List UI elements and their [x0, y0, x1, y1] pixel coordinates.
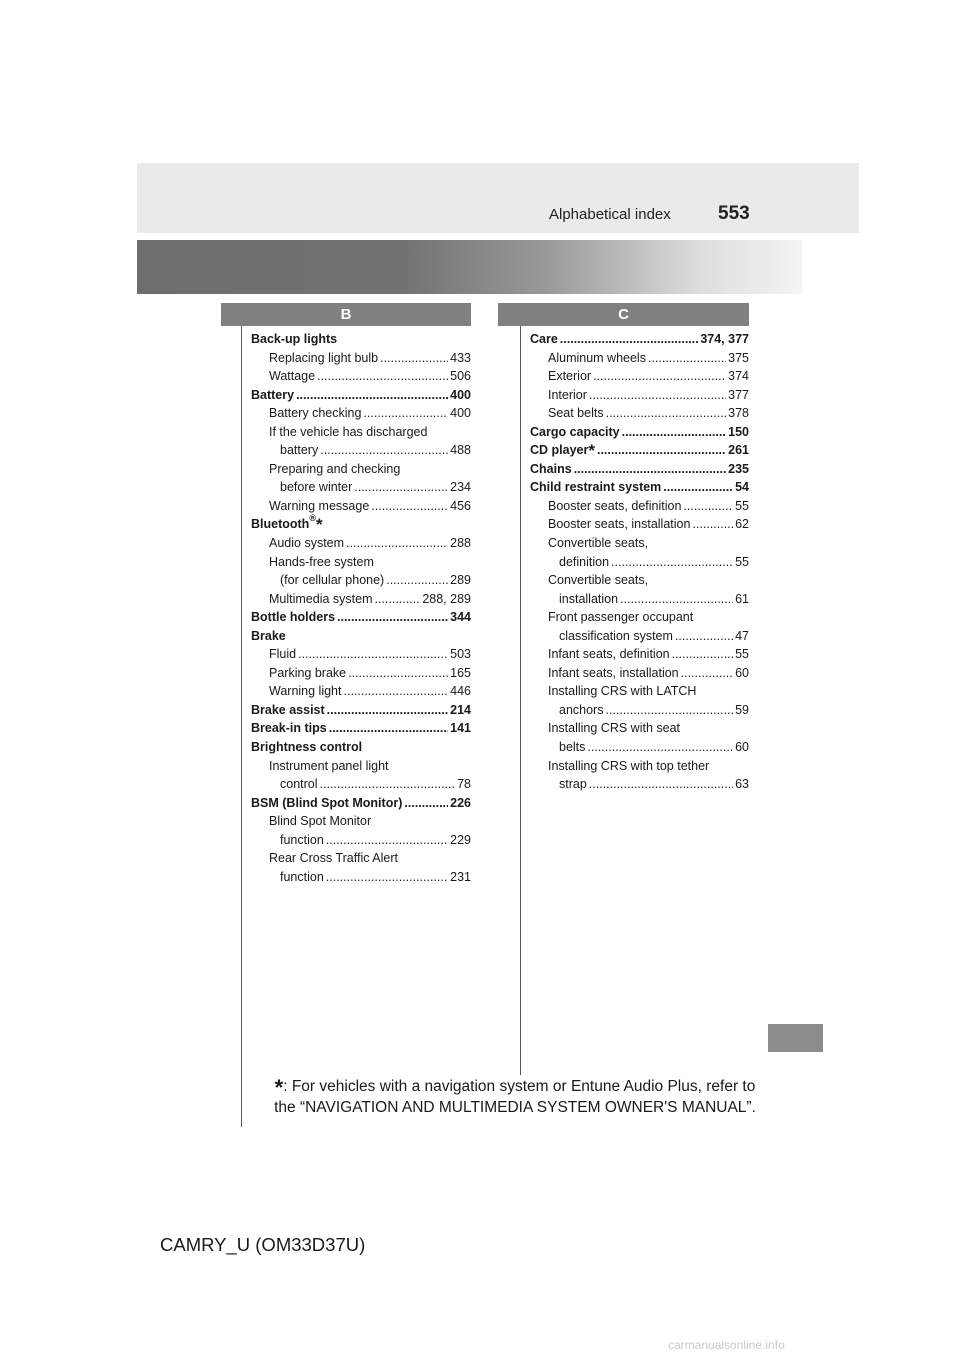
dot-leader — [622, 423, 727, 442]
index-entry-page[interactable]: 374, 377 — [700, 332, 749, 346]
index-entry-title — [269, 645, 296, 664]
index-entry-page[interactable]: 456 — [450, 498, 471, 513]
index-entry-title — [530, 330, 558, 349]
index-entry-text: If the vehicle has discharged — [269, 424, 428, 439]
index-entry-title — [548, 721, 680, 735]
index-entry-title — [548, 573, 648, 587]
index-entry-title — [280, 868, 324, 887]
index-entry-title — [530, 460, 572, 479]
index-entry-text: installation — [559, 591, 619, 606]
dot-leader — [326, 868, 448, 887]
index-entry — [530, 478, 749, 497]
dot-leader — [348, 664, 448, 683]
index-entry-text: Care — [530, 332, 558, 346]
dot-leader — [344, 682, 449, 701]
index-entry-text: (for cellular phone) — [280, 573, 385, 588]
index-entry-title — [280, 478, 352, 497]
dot-leader — [681, 664, 733, 683]
index-entry — [251, 478, 471, 497]
index-entry-page[interactable]: 60 — [735, 740, 749, 755]
index-entry — [530, 441, 749, 460]
index-entry-text: Installing CRS with top tether — [548, 758, 710, 773]
index-entry-page[interactable]: 344 — [450, 610, 471, 625]
index-entry-page[interactable]: 289 — [450, 573, 471, 588]
column-divider — [520, 326, 521, 1075]
index-entry-title — [548, 515, 690, 534]
index-entry-page[interactable]: 60 — [735, 665, 749, 680]
dot-leader — [560, 330, 699, 349]
index-entry-title — [280, 775, 318, 794]
index-entry-text: Chains — [530, 461, 572, 476]
index-entry-text: battery — [280, 443, 319, 458]
dot-leader — [593, 367, 726, 386]
index-entry — [251, 590, 471, 609]
index-entry-page[interactable]: 433 — [450, 350, 471, 365]
index-entry — [530, 701, 749, 720]
dot-leader — [320, 775, 456, 794]
index-entry-title — [559, 738, 585, 757]
index-entry-page[interactable]: 55 — [735, 554, 749, 569]
index-entry — [530, 608, 749, 627]
index-entry-text: Front passenger occupant — [548, 610, 694, 625]
index-entry-text: Infant seats, installation — [548, 665, 679, 680]
index-entry-title — [269, 814, 371, 828]
dot-leader — [574, 460, 726, 479]
index-entry-text: anchors — [559, 702, 604, 717]
index-entry-text: Wattage — [269, 369, 316, 384]
index-entry — [530, 645, 749, 664]
index-entry-text: CD player — [530, 443, 589, 458]
index-entry-page[interactable]: 506 — [450, 369, 471, 384]
index-entry — [251, 831, 471, 850]
index-entry — [530, 664, 749, 683]
index-entry-text: Booster seats, definition — [548, 498, 682, 513]
dot-leader — [320, 441, 448, 460]
dot-leader — [620, 590, 733, 609]
index-entry-text: function — [280, 869, 324, 884]
index-entry-title — [269, 462, 400, 476]
dot-leader — [375, 590, 421, 609]
dot-leader — [683, 497, 733, 516]
index-entry — [530, 627, 749, 646]
index-entry — [530, 534, 749, 553]
index-entry — [251, 794, 471, 813]
index-entry-page[interactable]: 54 — [735, 480, 749, 495]
index-entry-text: Audio system — [269, 536, 345, 551]
index-entry — [530, 460, 749, 479]
index-entry-page[interactable]: 214 — [450, 702, 471, 717]
index-entry-text: control — [280, 777, 318, 792]
index-entry-text: Cargo capacity — [530, 424, 620, 439]
index-entry-page[interactable]: 488 — [450, 443, 471, 458]
header-band — [137, 163, 859, 233]
index-entry — [251, 757, 471, 776]
index-entry-text: Convertible seats, — [548, 536, 649, 551]
index-entry-text: Installing CRS with seat — [548, 721, 681, 736]
index-entry-text: Instrument panel light — [269, 758, 389, 773]
index-entry-page[interactable]: 62 — [735, 517, 749, 532]
dot-leader — [329, 719, 448, 738]
index-entry-text: Brake assist — [251, 702, 325, 717]
dot-leader — [692, 515, 733, 534]
index-entry-title — [269, 425, 427, 439]
index-entry-page[interactable]: 378 — [728, 406, 749, 421]
index-entry-page[interactable]: 63 — [735, 777, 749, 792]
index-entry-text: strap — [559, 777, 587, 792]
index-entry-text: Booster seats, installation — [548, 517, 691, 532]
index-entry-text: Preparing and checking — [269, 461, 401, 476]
index-entry-title — [269, 534, 344, 553]
index-entry — [530, 775, 749, 794]
index-entry-page[interactable]: 55 — [735, 498, 749, 513]
dot-leader — [587, 738, 733, 757]
index-entry — [530, 682, 749, 701]
index-entry-page[interactable]: 374 — [728, 369, 749, 384]
index-entry-page[interactable]: 55 — [735, 647, 749, 662]
dot-leader — [346, 534, 448, 553]
index-entry-title — [251, 719, 327, 738]
index-entry-title — [548, 497, 681, 516]
index-entry — [530, 349, 749, 368]
footnote-star: * — [274, 1075, 284, 1100]
dot-leader — [354, 478, 448, 497]
index-entry-text: Infant seats, definition — [548, 647, 670, 662]
index-entry-title — [280, 831, 324, 850]
index-entry — [251, 423, 471, 442]
index-entry-title — [269, 664, 346, 683]
index-entry — [251, 534, 471, 553]
index-entry — [530, 757, 749, 776]
index-entry-text: Fluid — [269, 647, 297, 662]
index-entry-page[interactable]: 150 — [728, 424, 749, 439]
index-entry — [251, 682, 471, 701]
chapter-gradient-bar — [137, 240, 802, 294]
index-entry-text: Exterior — [548, 369, 592, 384]
index-entry — [530, 497, 749, 516]
index-entry-title — [559, 590, 618, 609]
chapter-tab-marker — [768, 1024, 823, 1052]
dot-leader — [611, 553, 733, 572]
dot-leader — [597, 441, 726, 460]
column-header-c: C — [498, 303, 749, 326]
dot-leader — [589, 775, 733, 794]
footnote-star-marker: * — [315, 515, 323, 535]
index-entry-title — [548, 536, 648, 550]
index-entry-page[interactable]: 375 — [728, 350, 749, 365]
index-entry-text: Installing CRS with LATCH — [548, 684, 697, 699]
index-entry — [251, 719, 471, 738]
index-column-b — [251, 330, 471, 886]
index-entry-page[interactable]: 141 — [450, 721, 471, 736]
dot-leader — [296, 386, 448, 405]
index-entry — [251, 812, 471, 831]
index-entry-text: function — [280, 832, 324, 847]
dot-leader — [589, 386, 726, 405]
index-entry-title — [548, 684, 696, 698]
dot-leader — [672, 645, 733, 664]
index-entry-title — [548, 367, 591, 386]
index-entry — [251, 645, 471, 664]
index-entry-title — [530, 478, 661, 497]
dot-leader — [298, 645, 448, 664]
section-title: Alphabetical index — [549, 206, 671, 223]
dot-leader — [605, 701, 733, 720]
index-entry-page[interactable]: 165 — [450, 665, 471, 680]
index-entry — [251, 497, 471, 516]
index-entry-page[interactable]: 400 — [450, 387, 471, 402]
index-entry-title — [269, 682, 342, 701]
dot-leader — [326, 831, 448, 850]
index-entry-title — [548, 386, 587, 405]
index-entry-page[interactable]: 229 — [450, 832, 471, 847]
index-entry — [530, 367, 749, 386]
index-entry-page[interactable]: 377 — [728, 387, 749, 402]
index-entry-title — [251, 701, 325, 720]
dot-leader — [663, 478, 733, 497]
index-entry-text: Back-up lights — [251, 332, 338, 346]
index-entry-text: classification system — [559, 628, 673, 643]
index-entry-title — [251, 629, 286, 643]
index-entry — [530, 553, 749, 572]
index-entry-text: definition — [559, 554, 610, 569]
index-entry-title — [548, 759, 709, 773]
index-entry-text: Brake — [251, 628, 286, 643]
index-entry-page[interactable]: 400 — [450, 406, 471, 421]
index-entry-page[interactable]: 234 — [450, 480, 471, 495]
index-entry-title — [548, 664, 679, 683]
index-entry-title — [269, 497, 369, 516]
index-entry — [251, 404, 471, 423]
index-entry-title — [251, 794, 402, 813]
dot-leader — [675, 627, 733, 646]
index-entry-title — [251, 386, 294, 405]
index-entry — [251, 330, 471, 349]
index-entry-title — [559, 775, 587, 794]
index-entry-page[interactable]: 59 — [735, 702, 749, 717]
index-entry — [251, 349, 471, 368]
index-entry-title — [280, 441, 318, 460]
index-entry-title — [280, 571, 384, 590]
dot-leader — [363, 404, 448, 423]
index-entry-text: Hands-free system — [269, 554, 374, 569]
index-entry — [251, 460, 471, 479]
dot-leader — [371, 497, 448, 516]
index-entry — [530, 738, 749, 757]
index-entry-page[interactable]: 288 — [450, 536, 471, 551]
index-entry-title — [269, 590, 373, 609]
index-entry-title — [251, 608, 335, 627]
index-entry — [251, 701, 471, 720]
index-entry — [251, 553, 471, 572]
index-entry — [530, 404, 749, 423]
left-margin-divider — [241, 303, 242, 1127]
index-entry-text: Bluetooth — [251, 517, 310, 532]
index-column-c — [530, 330, 749, 794]
index-entry-text: Child restraint system — [530, 480, 662, 495]
index-entry-page[interactable]: 78 — [457, 777, 471, 792]
index-entry-page[interactable]: 503 — [450, 647, 471, 662]
index-entry-title — [548, 349, 646, 368]
index-entry-title — [548, 404, 604, 423]
index-entry — [251, 849, 471, 868]
index-entry-text: Blind Spot Monitor — [269, 814, 372, 829]
index-entry — [251, 738, 471, 757]
index-entry-title — [269, 367, 315, 386]
index-entry-title — [269, 759, 389, 773]
index-entry-title — [269, 555, 374, 569]
index-entry-page[interactable]: 446 — [450, 684, 471, 699]
index-entry-title — [251, 332, 337, 346]
column-header-b: B — [221, 303, 471, 326]
index-entry — [251, 664, 471, 683]
index-entry-text: Seat belts — [548, 406, 604, 421]
index-entry-page[interactable]: 288, 289 — [422, 591, 471, 606]
index-entry-text: Convertible seats, — [548, 573, 649, 588]
index-entry — [251, 441, 471, 460]
index-entry-text: Parking brake — [269, 665, 347, 680]
index-entry-title — [530, 441, 595, 460]
index-entry-title — [269, 349, 378, 368]
index-entry — [530, 590, 749, 609]
registered-mark: ® — [309, 513, 316, 524]
index-entry — [251, 571, 471, 590]
index-entry — [251, 775, 471, 794]
footnote-text: : For vehicles with a navigation system or Entune Audio Plus, refer to the “NAVIGATION AND MULTIMEDIA SYSTEM OWNER'S MANUAL”. — [274, 1078, 756, 1116]
dot-leader — [386, 571, 448, 590]
index-entry-title — [548, 610, 693, 624]
index-entry-text: Replacing light bulb — [269, 350, 379, 365]
index-entry-title — [251, 740, 362, 754]
index-entry-text: Warning message — [269, 498, 370, 513]
index-entry-text: Aluminum wheels — [548, 350, 646, 365]
index-entry-text: Rear Cross Traffic Alert — [269, 851, 398, 866]
index-entry-text: Brightness control — [251, 740, 363, 755]
index-entry-title — [269, 851, 398, 865]
index-entry-text: before winter — [280, 480, 353, 495]
index-entry-page[interactable]: 261 — [728, 443, 749, 458]
index-entry-title — [269, 404, 361, 423]
index-entry — [251, 868, 471, 887]
index-entry-title — [559, 627, 673, 646]
dot-leader — [317, 367, 448, 386]
dot-leader — [648, 349, 726, 368]
index-entry — [530, 386, 749, 405]
model-code: CAMRY_U (OM33D37U) — [160, 1234, 366, 1255]
dot-leader — [380, 349, 448, 368]
index-entry-text: Interior — [548, 387, 587, 402]
index-entry-text: Warning light — [269, 684, 342, 699]
index-entry-title — [548, 645, 670, 664]
dot-leader — [606, 404, 727, 423]
dot-leader — [327, 701, 448, 720]
footnote — [272, 1076, 758, 1118]
index-entry-page[interactable]: 226 — [450, 795, 471, 810]
watermark: carmanualsonline.info — [668, 1338, 785, 1352]
index-entry — [251, 627, 471, 646]
index-entry — [530, 719, 749, 738]
index-entry — [251, 608, 471, 627]
footnote-star-marker: * — [588, 441, 595, 461]
index-entry — [530, 571, 749, 590]
index-entry — [530, 515, 749, 534]
index-entry-page[interactable]: 235 — [728, 461, 749, 476]
index-entry-text: Bottle holders — [251, 610, 336, 625]
index-entry-text: Battery checking — [269, 406, 362, 421]
index-entry — [251, 515, 471, 534]
index-entry-title — [251, 513, 323, 535]
index-entry-text: BSM (Blind Spot Monitor) — [251, 795, 403, 810]
dot-leader — [404, 794, 448, 813]
index-entry — [251, 367, 471, 386]
index-entry-page[interactable]: 231 — [450, 869, 471, 884]
index-entry — [530, 423, 749, 442]
index-entry — [530, 330, 749, 349]
index-entry-title — [530, 423, 620, 442]
index-entry-text: Battery — [251, 387, 295, 402]
index-entry-page[interactable]: 47 — [735, 628, 749, 643]
index-entry-text: Multimedia system — [269, 591, 373, 606]
index-entry-text: belts — [559, 740, 586, 755]
index-entry-title — [559, 701, 603, 720]
index-entry — [251, 386, 471, 405]
index-entry-title — [559, 553, 609, 572]
index-entry-text: Break-in tips — [251, 721, 327, 736]
dot-leader — [337, 608, 448, 627]
index-entry-page[interactable]: 61 — [735, 591, 749, 606]
page-number: 553 — [718, 203, 750, 224]
